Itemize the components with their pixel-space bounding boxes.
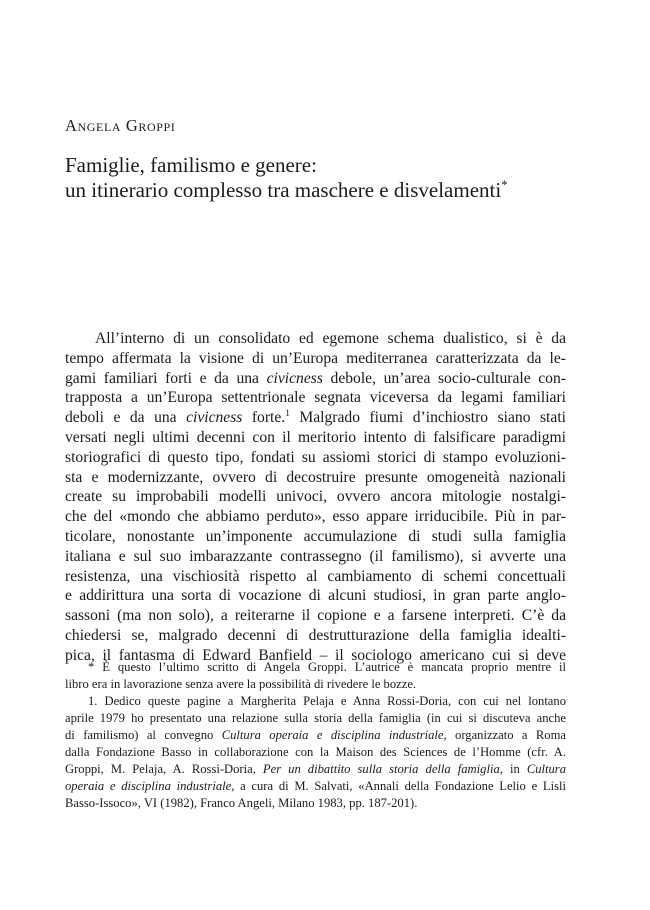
body-line: tempo affermata la visione di un’Europa mediterranea caratterizzata da le-: [65, 349, 566, 367]
footnote-text: di familismo) al convegno: [65, 728, 214, 742]
cited-title: Cultura: [526, 762, 567, 776]
body-line: e addirittura una sorta di vocazione di alcuni studiosi, in gran parte anglo-: [65, 587, 566, 605]
body-line: resistenza, una vischiosità rispetto al cambiamento di schemi concettuali: [65, 567, 566, 585]
body-paragraph: [65, 329, 566, 666]
body-text: forte.: [251, 409, 286, 427]
body-text: debole, un’area socio-culturale con-: [330, 369, 566, 387]
body-line: chiedersi se, malgrado decenni di destrutturazione della famiglia idealti-: [65, 626, 566, 644]
footnote-text: Groppi, M. Pelaja, A. Rossi-Doria,: [65, 762, 256, 776]
body-line: che del «mondo che abbiamo perduto», esso appare irriducibile. Più in par-: [65, 508, 566, 526]
title-footnote-marker[interactable]: *: [501, 178, 508, 192]
body-text: Malgrado fiumi d’inchiostro siano stati: [299, 409, 566, 427]
footnote-1-line: aprile 1979 ho presentato una relazione sulla storia della famiglia (in cui si discuteva anche: [65, 711, 566, 725]
title-line-1: Famiglie, familismo e genere:: [65, 153, 317, 177]
footnote-star-line: * È questo l’ultimo scritto di Angela Groppi. L’autrice è mancata proprio mentre il: [88, 660, 566, 674]
title-line-2: [65, 178, 605, 203]
emphasis-term: civicness: [186, 409, 243, 427]
title-line-2-text: un itinerario complesso tra maschere e disvelamenti: [65, 178, 502, 202]
body-line: versati negli ultimi decenni con il meritorio intento di falsificare paradigmi: [65, 428, 566, 446]
body-line: trapposta a un’Europa settentrionale segnata viceversa da legami familiari: [65, 389, 566, 407]
footnote-text: , a cura di M. Salvati, «Annali della Fondazione Lelio e Lisli: [231, 779, 566, 793]
emphasis-term: civicness: [266, 369, 323, 387]
chapter-title: [65, 153, 605, 203]
body-line: storiografici di questo tipo, fondati su assiomi storici di stampo evoluzioni-: [65, 448, 566, 466]
body-line: [65, 369, 566, 389]
body-line: All’interno di un consolidato ed egemone schema dualistico, si è da: [95, 330, 566, 347]
body-line: [65, 408, 566, 428]
footnote-text: , in: [499, 762, 520, 776]
body-line: ticolare, nonostante un’imponente accumulazione di studi sulla famiglia: [65, 527, 566, 545]
footnote-1-line: Basso-Issoco», VI (1982), Franco Angeli, Milano 1983, pp. 187-201).: [65, 796, 418, 810]
body-text: gami familiari forti e da una: [65, 369, 259, 387]
footnote-1-line: [65, 761, 566, 778]
body-line: sta e modernizzante, ovvero di decostruire presunte omogeneità nazionali: [65, 468, 566, 486]
footnote-text: , organizzato a Roma: [443, 728, 566, 742]
footnote-1-line: 1. Dedico queste pagine a Margherita Pelaja e Anna Rossi-Doria, con cui nel lontano: [88, 694, 566, 708]
body-line: create su improbabili modelli univoci, ovvero ancora mitologie nostalgi-: [65, 488, 566, 506]
footnote-1-line: dalla Fondazione Basso in collaborazione con la Maison des Sciences de l’Homme (cfr. A.: [65, 745, 566, 759]
body-text: deboli e da una: [65, 409, 177, 427]
cited-title: Per un dibattito sulla storia della famiglia: [262, 762, 500, 776]
author-name: Angela Groppi: [65, 116, 176, 135]
footnote-1-line: [65, 778, 566, 795]
footnote-ref-1[interactable]: 1: [285, 409, 290, 419]
footnote-1-line: [65, 727, 566, 744]
body-line: pica, il fantasma di Edward Banfield – il sociologo americano cui si deve: [65, 646, 566, 664]
cited-title: Cultura operaia e disciplina industriale: [221, 728, 444, 742]
body-line: sassoni (ma non solo), a reiterarne il copione e a farsene interpreti. C’è da: [65, 607, 566, 625]
footnote-star-line: libro era in lavorazione senza avere la possibilità di rivedere le bozze.: [65, 677, 417, 691]
footnotes: [65, 659, 566, 812]
cited-title: operaia e disciplina industriale: [65, 779, 232, 793]
body-line: italiana e sul suo imbarazzante contrassegno (il familismo), si avverte una: [65, 547, 566, 565]
